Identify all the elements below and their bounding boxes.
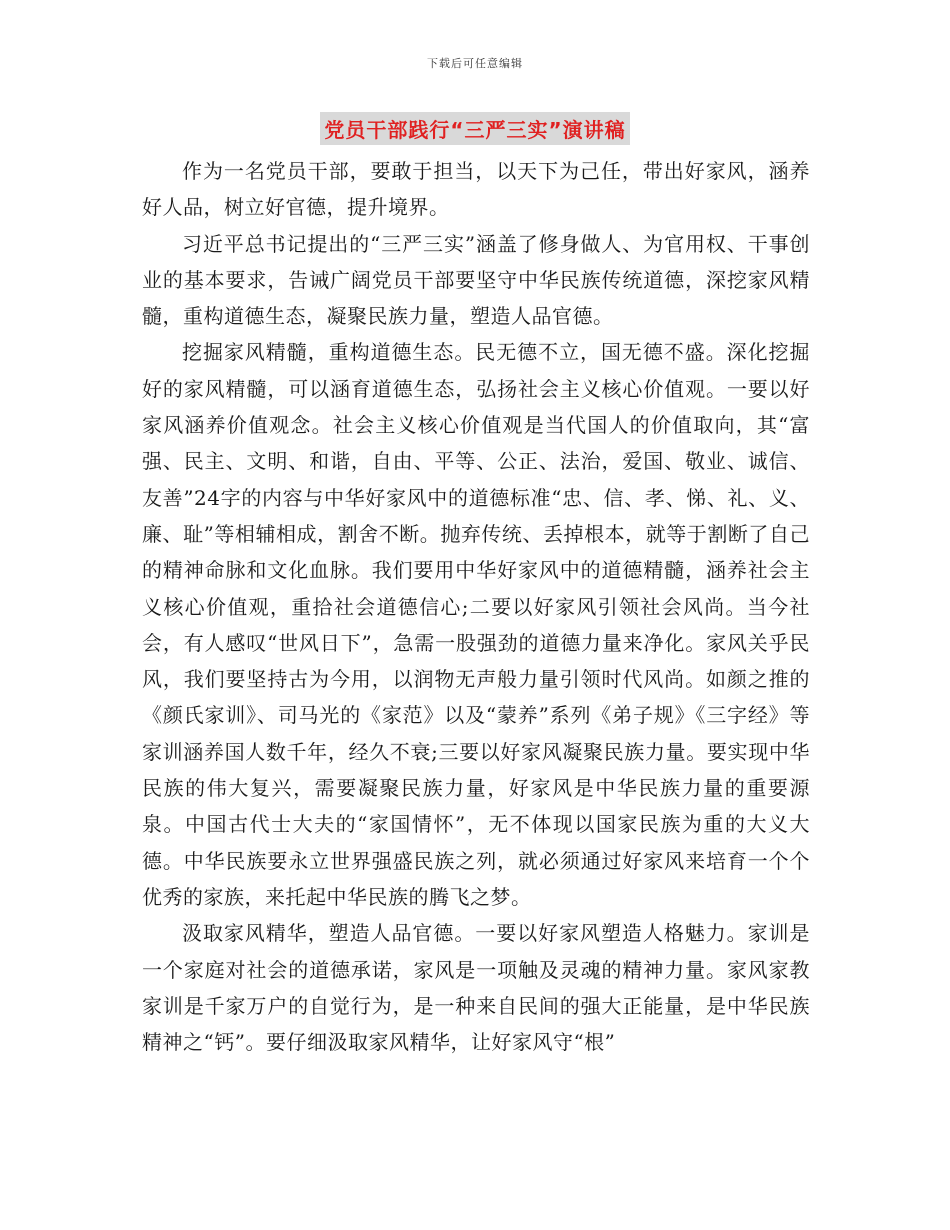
header-note: 下载后可任意编辑 — [427, 57, 523, 70]
paragraph-1: 作为一名党员干部，要敢于担当，以天下为己任，带出好家风，涵养好人品，树立好官德，提升境界。 — [142, 159, 810, 220]
document-title: 党员干部践行“三严三实”演讲稿 — [320, 112, 629, 145]
title-wrapper — [0, 112, 950, 145]
paragraph-4: 汲取家风精华，塑造人品官德。一要以好家风塑造人格魅力。家训是一个家庭对社会的道德承诺，家风是一项触及灵魂的精神力量。家风家教家训是千家万户的自觉行为，是一种来自民间的强大正能量，是中华民族精神之“钙”。要仔细汲取家风精华，让好家风守“根” — [142, 921, 810, 1055]
paragraph-2: 习近平总书记提出的“三严三实”涵盖了修身做人、为官用权、干事创业的基本要求，告诫广阔党员干部要坚守中华民族传统道德，深挖家风精髓，重构道德生态，凝聚民族力量，塑造人品官德。 — [142, 231, 810, 329]
document-body — [142, 153, 810, 1060]
paragraph-3: 挖掘家风精髓，重构道德生态。民无德不立，国无德不盛。深化挖掘好的家风精髓，可以涵育道德生态，弘扬社会主义核心价值观。一要以好家风涵养价值观念。社会主义核心价值观是当代国人的价值取向，其“富强、民主、文明、和谐，自由、平等、公正、法治，爱国、敬业、诚信、友善”24字的内容与中华好家风中的道德标准“忠、信、孝、悌、礼、义、廉、耻”等相辅相成，割舍不断。抛弃传统、丢掉根本，就等于割断了自己的精神命脉和文化血脉。我们要用中华好家风中的道德精髓，涵养社会主义核心价值观，重拾社会道德信心;二要以好家风引领社会风尚。当今社会，有人感叹“世风日下”，急需一股强劲的道德力量来净化。家风关乎民风，我们要坚持古为今用，以润物无声般力量引领时代风尚。如颜之推的《颜氏家训》、司马光的《家范》以及“蒙养”系列《弟子规》《三字经》等家训涵养国人数千年，经久不衰;三要以好家风凝聚民族力量。要实现中华民族的伟大复兴，需要凝聚民族力量，好家风是中华民族力量的重要源泉。中国古代士大夫的“家国情怀”，无不体现以国家民族为重的大义大德。中华民族要永立世界强盛民族之列，就必须通过好家风来培育一个个优秀的家族，来托起中华民族的腾飞之梦。 — [142, 340, 810, 909]
